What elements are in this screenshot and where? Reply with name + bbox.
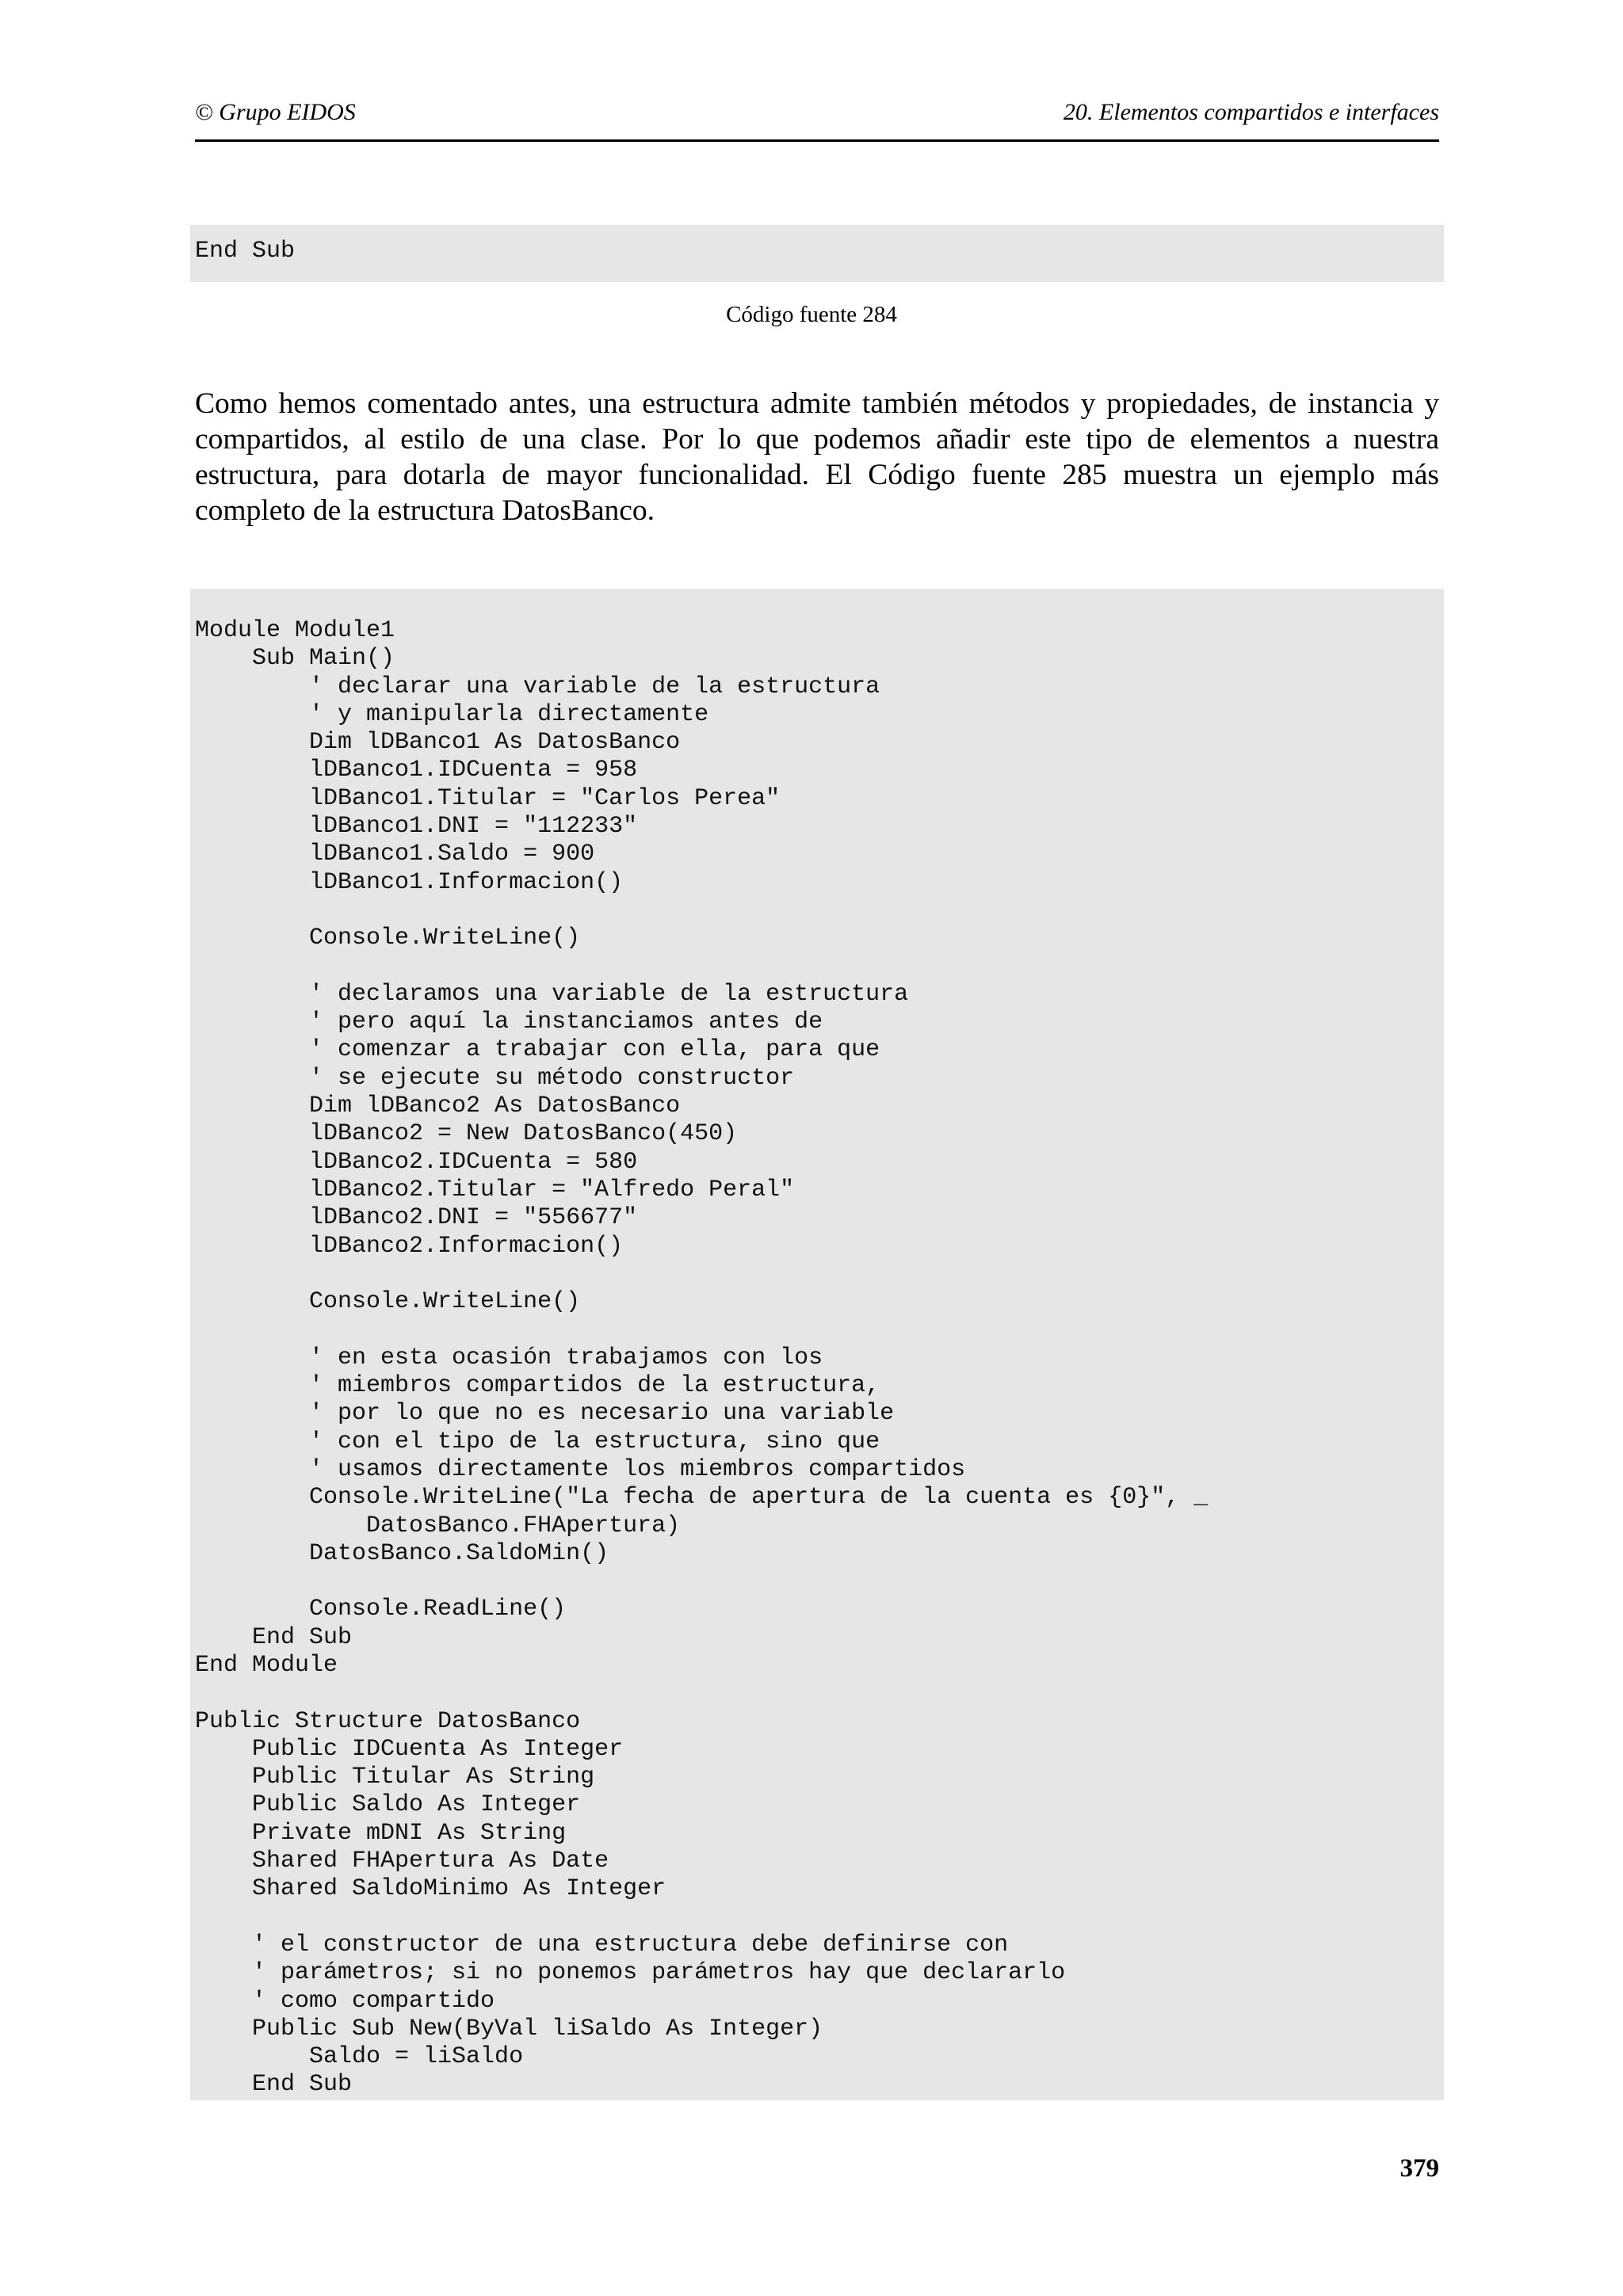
- code-line: ' usamos directamente los miembros compartidos: [195, 1455, 966, 1483]
- code-line: End Sub: [195, 238, 296, 265]
- code-line: Public Saldo As Integer: [195, 1791, 581, 1819]
- code-line: ' declaramos una variable de la estructura: [195, 980, 909, 1008]
- code-line: End Sub: [195, 2071, 353, 2099]
- code-line: Console.WriteLine(): [195, 1288, 581, 1316]
- code-line: lDBanco2 = New DatosBanco(450): [195, 1120, 738, 1148]
- code-line: Console.WriteLine("La fecha de apertura de la cuenta es {0}", _: [195, 1484, 1209, 1512]
- code-line: Shared FHApertura As Date: [195, 1848, 609, 1875]
- code-line: lDBanco2.IDCuenta = 580: [195, 1148, 638, 1176]
- code-line: End Sub: [195, 1623, 353, 1651]
- code-line: lDBanco2.Titular = "Alfredo Peral": [195, 1176, 795, 1203]
- code-line: [195, 897, 1444, 925]
- code-line: Dim lDBanco2 As DatosBanco: [195, 1093, 681, 1120]
- code-line: End Module: [195, 1651, 338, 1679]
- code-block-top: [190, 225, 1444, 282]
- code-line: Dim lDBanco1 As DatosBanco: [195, 729, 681, 757]
- code-block-main: [190, 589, 1444, 2100]
- code-line: Saldo = liSaldo: [195, 2043, 524, 2071]
- code-line: Sub Main(): [195, 645, 395, 673]
- code-line: lDBanco1.Saldo = 900: [195, 841, 595, 868]
- code-caption: Código fuente 284: [726, 302, 897, 327]
- code-line: [195, 1568, 1444, 1596]
- code-line: lDBanco1.Informacion(): [195, 868, 624, 896]
- code-line: [195, 1261, 1444, 1288]
- page-header: [195, 93, 1439, 141]
- code-line: ' en esta ocasión trabajamos con los: [195, 1344, 823, 1371]
- code-line: DatosBanco.SaldoMin(): [195, 1539, 609, 1567]
- code-line: ' como compartido: [195, 1987, 495, 2015]
- code-line: [195, 953, 1444, 981]
- code-line: lDBanco1.Titular = "Carlos Perea": [195, 784, 781, 812]
- code-line: ' y manipularla directamente: [195, 700, 709, 728]
- code-line: Public IDCuenta As Integer: [195, 1735, 624, 1763]
- code-line: ' miembros compartidos de la estructura,: [195, 1372, 880, 1400]
- code-line: DatosBanco.FHApertura): [195, 1512, 681, 1539]
- code-line: Public Structure DatosBanco: [195, 1707, 581, 1735]
- code-line: lDBanco1.DNI = "112233": [195, 813, 638, 841]
- code-line: ' parámetros; si no ponemos parámetros hay que declararlo: [195, 1959, 1066, 1987]
- code-line: [195, 1680, 1444, 1707]
- code-line: Console.WriteLine(): [195, 925, 581, 952]
- page-number: 379: [1400, 2154, 1439, 2183]
- code-line: ' declarar una variable de la estructura: [195, 673, 880, 700]
- code-line: Shared SaldoMinimo As Integer: [195, 1875, 666, 1903]
- code-line: ' con el tipo de la estructura, sino que: [195, 1428, 880, 1455]
- publisher-name: © Grupo EIDOS: [195, 99, 356, 125]
- code-line: lDBanco1.IDCuenta = 958: [195, 757, 638, 784]
- chapter-title: 20. Elementos compartidos e interfaces: [1063, 99, 1439, 125]
- code-line: Private mDNI As String: [195, 1819, 567, 1847]
- code-line: [195, 1904, 1444, 1932]
- code-line: ' pero aquí la instanciamos antes de: [195, 1009, 823, 1036]
- code-line: lDBanco2.DNI = "556677": [195, 1204, 638, 1232]
- code-line: Module Module1: [195, 617, 395, 644]
- code-line: ' por lo que no es necesario una variable: [195, 1400, 895, 1428]
- code-line: Public Titular As String: [195, 1764, 595, 1791]
- code-line: Console.ReadLine(): [195, 1596, 567, 1623]
- code-line: ' comenzar a trabajar con ella, para que: [195, 1036, 880, 1064]
- code-line: [195, 1316, 1444, 1344]
- code-line: Public Sub New(ByVal liSaldo As Integer): [195, 2015, 823, 2042]
- code-line: ' el constructor de una estructura debe definirse con: [195, 1931, 1009, 1958]
- code-line: lDBanco2.Informacion(): [195, 1232, 624, 1260]
- code-line: ' se ejecute su método constructor: [195, 1064, 795, 1092]
- header-divider: [195, 139, 1439, 142]
- body-paragraph: Como hemos comentado antes, una estructura admite también métodos y propiedades, de instancia y compartidos, al estilo de una clase. Por lo que podemos añadir este tipo de elementos a nuestra estructura, para dotarla de mayor funcionalidad. El Código fuente 285 muestra un ejemplo más completo de la estructura DatosBanco.: [195, 387, 1439, 527]
